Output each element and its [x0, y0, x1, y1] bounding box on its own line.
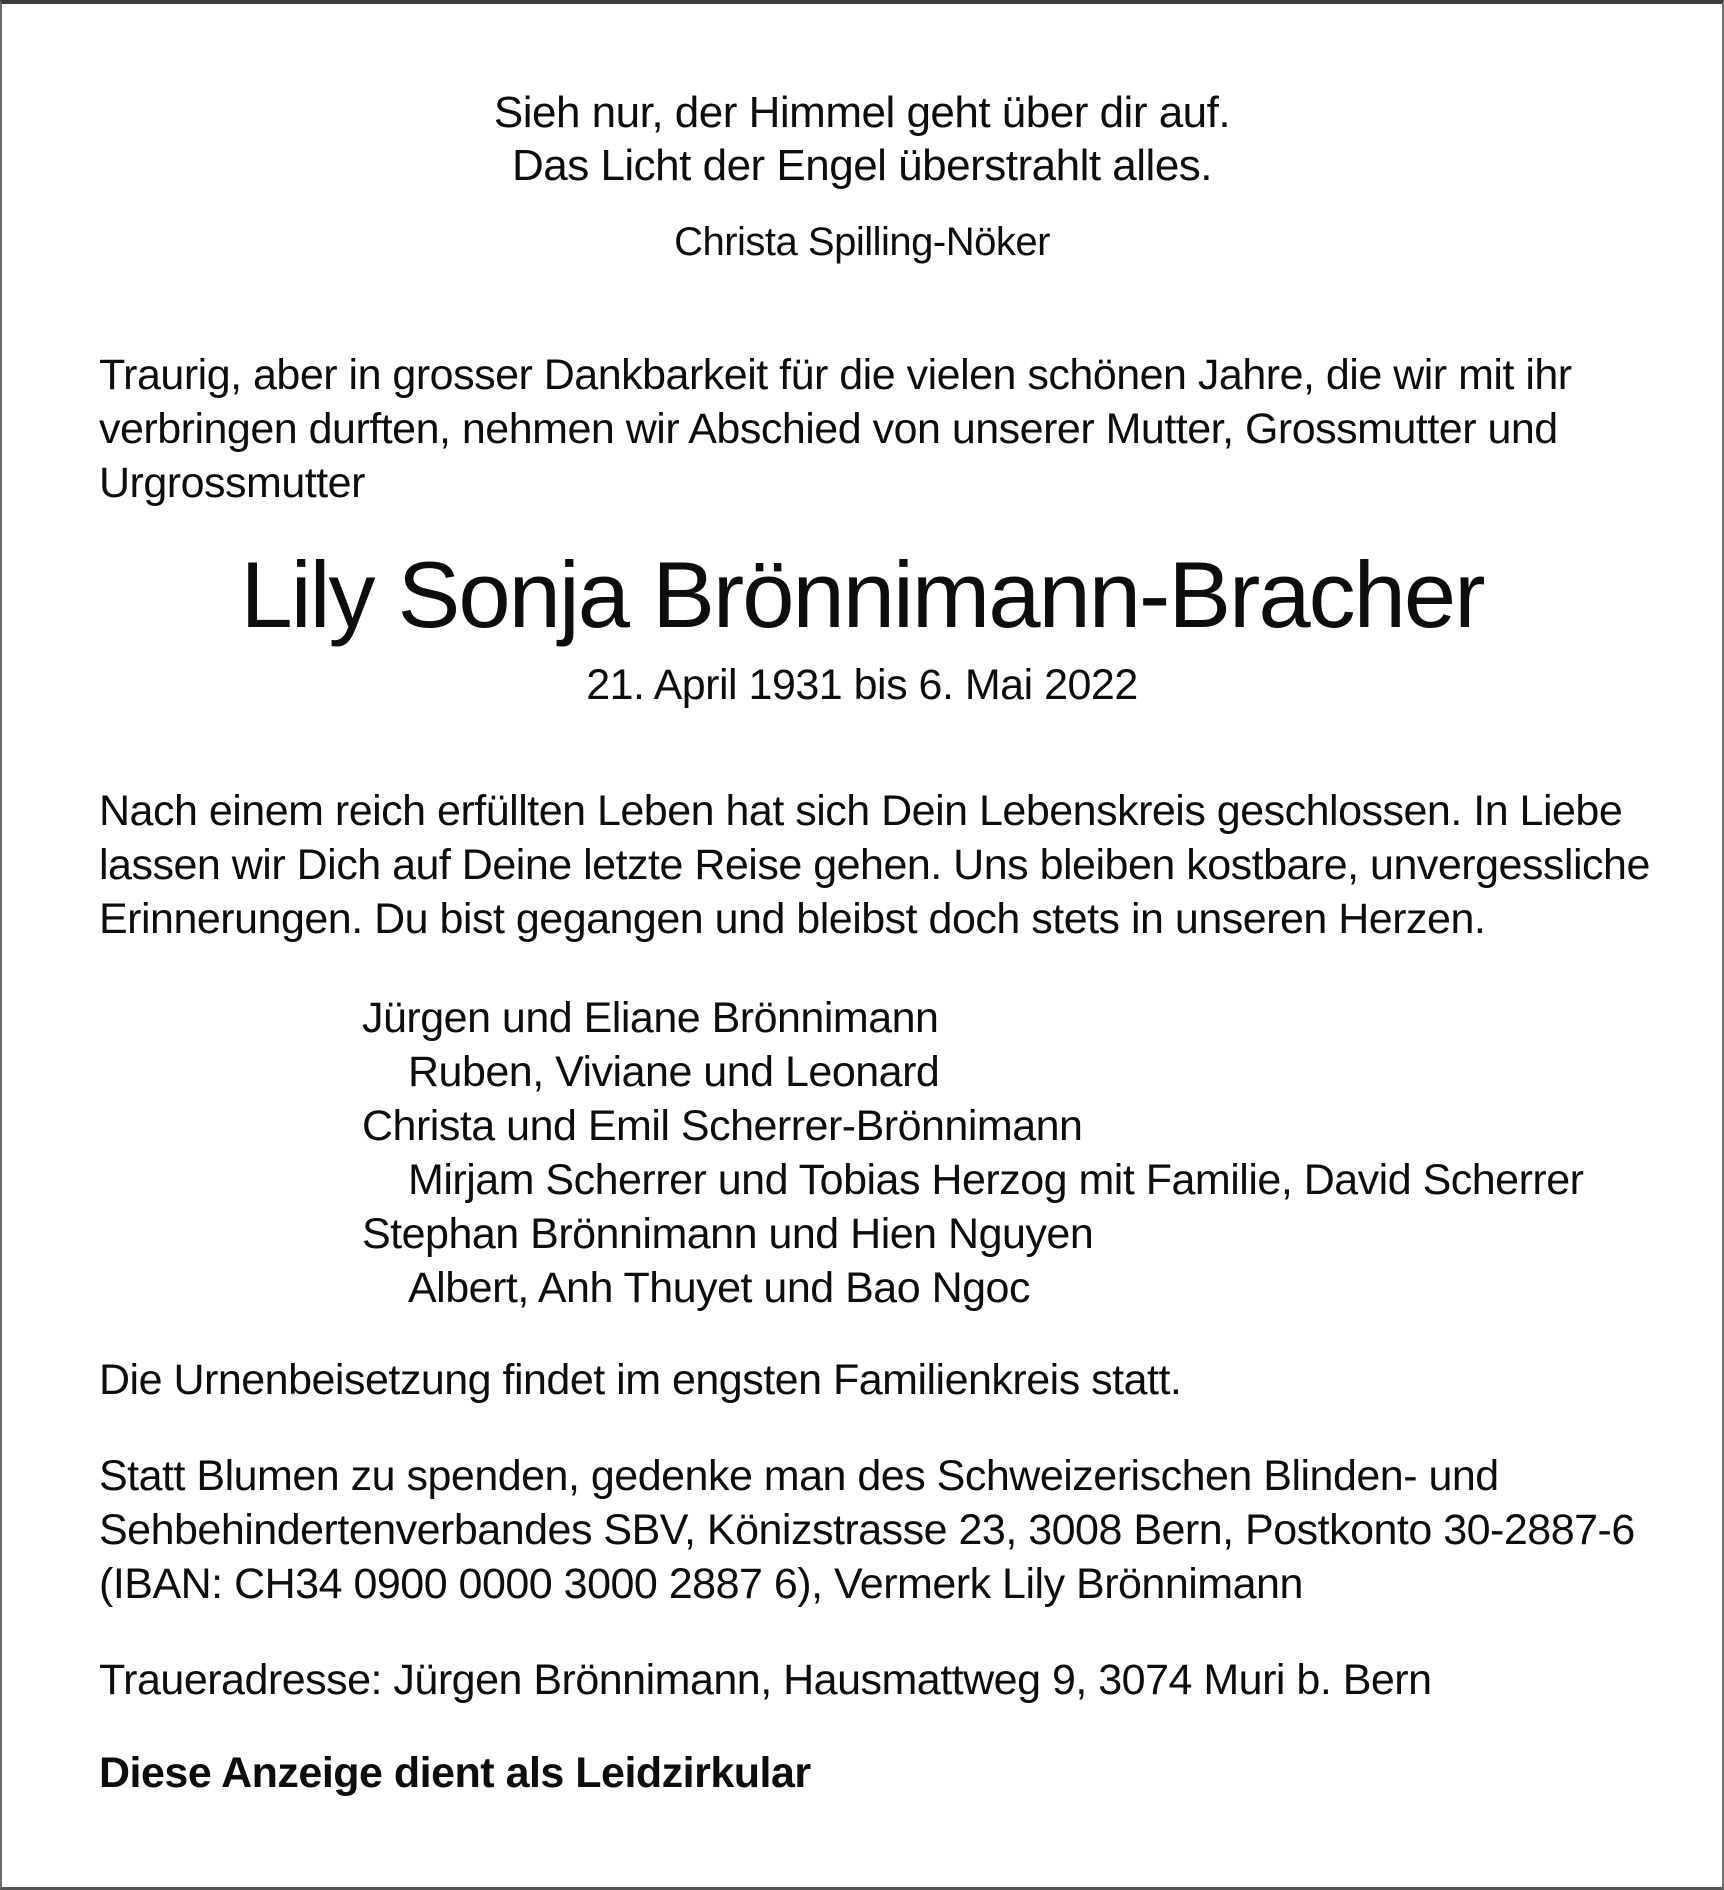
intro-line-3: Urgrossmutter [99, 459, 365, 507]
intro-line-2: verbringen durften, nehmen wir Abschied von unserer Mutter, Grossmutter und [99, 405, 1558, 453]
donation-line-2: Sehbehindertenverbandes SBV, Könizstrasse 23, 3008 Bern, Postkonto 30-2887-6 [99, 1506, 1635, 1554]
family-line-5: Stephan Brönnimann und Hien Nguyen [362, 1210, 1094, 1258]
intro-line-1: Traurig, aber in grosser Dankbarkeit für die vielen schönen Jahre, die wir mit ihr [99, 351, 1572, 399]
family-line-6: Albert, Anh Thuyet und Bao Ngoc [408, 1264, 1030, 1312]
mourning-address: Traueradresse: Jürgen Brönnimann, Hausmattweg 9, 3074 Muri b. Bern [99, 1656, 1432, 1704]
family-line-3: Christa und Emil Scherrer-Brönnimann [362, 1102, 1083, 1150]
family-line-2: Ruben, Viviane und Leonard [408, 1048, 940, 1096]
family-list [2, 991, 1722, 1315]
poem-quote [2, 86, 1722, 192]
farewell-paragraph [2, 784, 1722, 946]
poem-attribution: Christa Spilling-Nöker [674, 220, 1050, 264]
deceased-name: Lily Sonja Brönnimann-Bracher [240, 542, 1484, 647]
donation-paragraph [2, 1449, 1722, 1611]
farewell-line-2: lassen wir Dich auf Deine letzte Reise gehen. Uns bleiben kostbare, unvergessliche [99, 841, 1650, 889]
poem-line-2: Das Licht der Engel überstrahlt alles. [511, 141, 1213, 190]
donation-line-3: (IBAN: CH34 0900 0000 3000 2887 6), Vermerk Lily Brönnimann [99, 1560, 1303, 1608]
farewell-line-3: Erinnerungen. Du bist gegangen und bleibst doch stets in unseren Herzen. [99, 895, 1486, 943]
donation-line-1: Statt Blumen zu spenden, gedenke man des Schweizerischen Blinden- und [99, 1452, 1499, 1500]
family-line-1: Jürgen und Eliane Brönnimann [362, 994, 939, 1042]
urn-burial-notice: Die Urnenbeisetzung findet im engsten Familienkreis statt. [99, 1356, 1182, 1404]
family-line-4: Mirjam Scherrer und Tobias Herzog mit Familie, David Scherrer [408, 1156, 1584, 1204]
circular-note: Diese Anzeige dient als Leidzirkular [99, 1749, 811, 1797]
life-dates: 21. April 1931 bis 6. Mai 2022 [586, 661, 1138, 709]
intro-paragraph [2, 348, 1722, 510]
poem-line-1: Sieh nur, der Himmel geht über dir auf. [493, 88, 1231, 137]
farewell-line-1: Nach einem reich erfüllten Leben hat sich Dein Lebenskreis geschlossen. In Liebe [99, 787, 1623, 835]
